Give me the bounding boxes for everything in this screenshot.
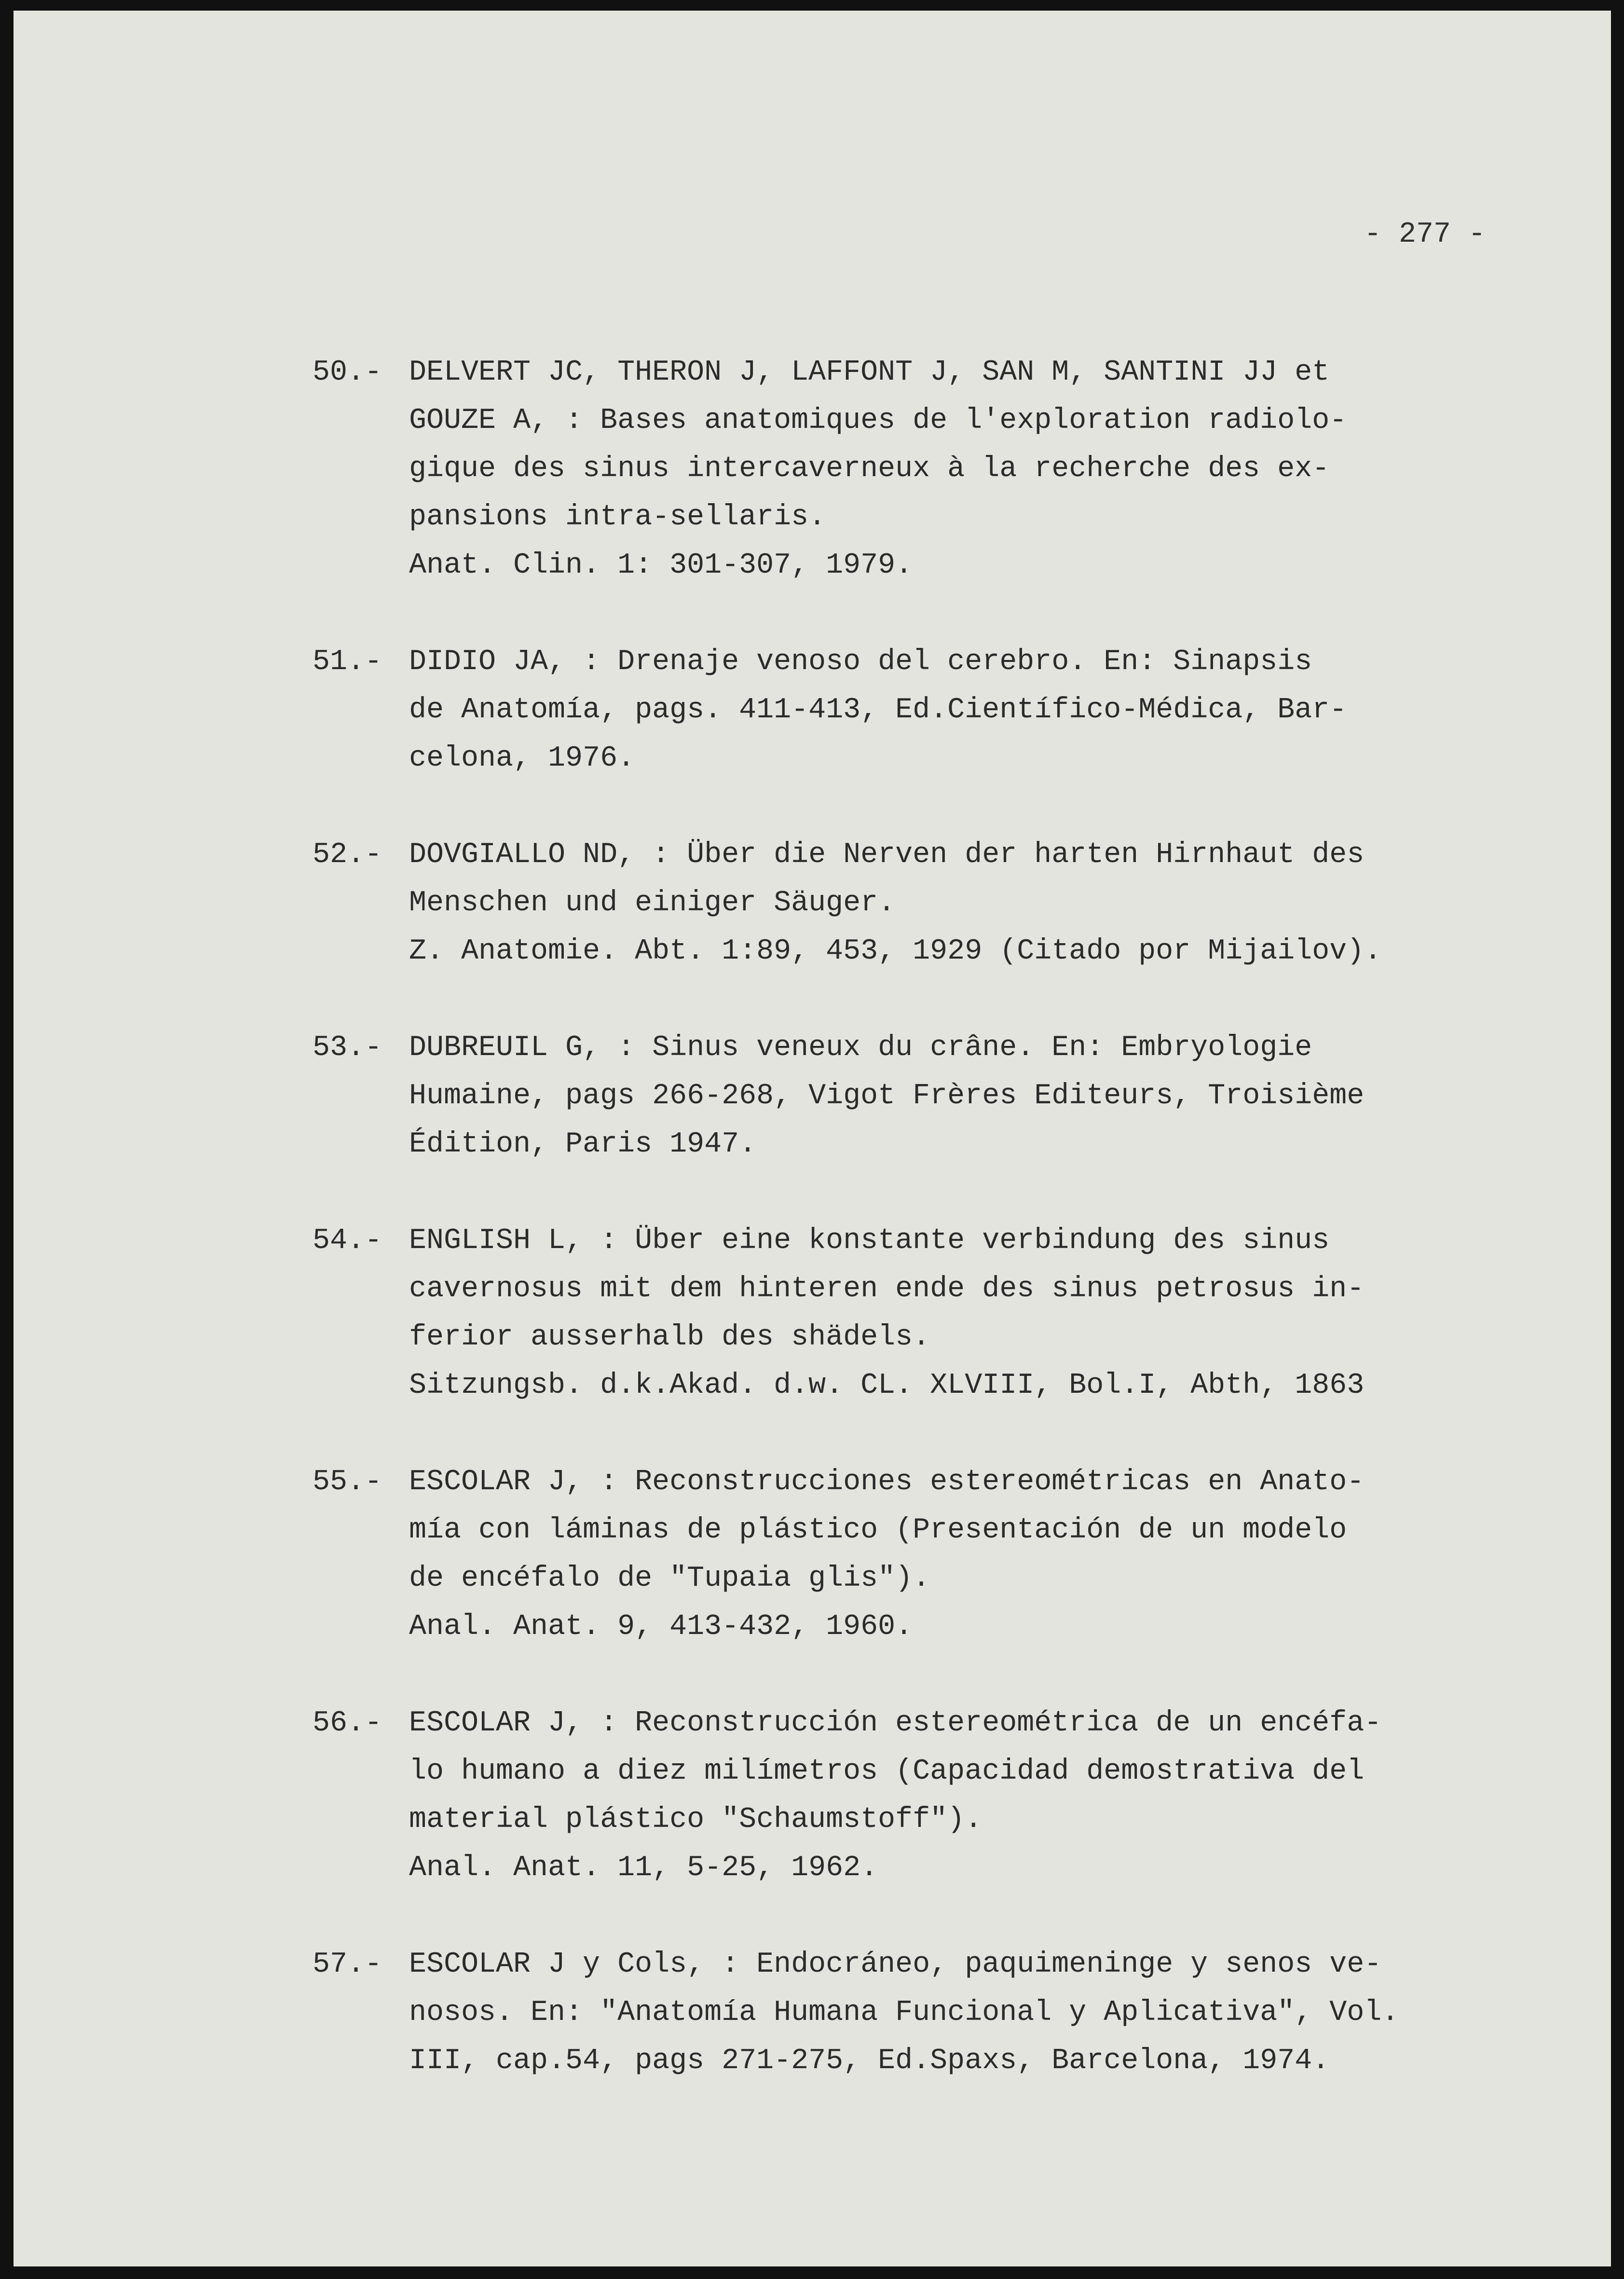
reference-line: ESCOLAR J, : Reconstrucción estereométrica de un encéfa-	[409, 1707, 1382, 1740]
reference-line: ENGLISH L, : Über eine konstante verbindung des sinus	[409, 1224, 1330, 1257]
reference-line: Menschen und einiger Säuger.	[409, 887, 896, 920]
reference-entry	[313, 348, 1586, 590]
reference-number: 55.-	[313, 1466, 382, 1498]
reference-line: mía con láminas de plástico (Presentación de un modelo	[409, 1514, 1347, 1547]
reference-number: 57.-	[313, 1948, 382, 1981]
reference-line: DOVGIALLO ND, : Über die Nerven der harten Hirnhaut des	[409, 838, 1365, 871]
reference-number: 50.-	[313, 356, 382, 389]
reference-entry	[313, 638, 1586, 783]
reference-line: DUBREUIL G, : Sinus veneux du crâne. En: Embryologie	[409, 1031, 1312, 1064]
reference-line: DELVERT JC, THERON J, LAFFONT J, SAN M, SANTINI JJ et	[409, 356, 1330, 389]
reference-line: Anal. Anat. 9, 413-432, 1960.	[409, 1610, 913, 1643]
reference-line: celona, 1976.	[409, 742, 635, 775]
reference-line: Z. Anatomie. Abt. 1:89, 453, 1929 (Citado por Mijailov).	[409, 935, 1382, 968]
page-number: - 277 -	[1364, 218, 1486, 251]
reference-entry	[313, 1699, 1586, 1892]
reference-line: DIDIO JA, : Drenaje venoso del cerebro. En: Sinapsis	[409, 645, 1312, 678]
reference-line: material plástico "Schaumstoff").	[409, 1803, 983, 1836]
reference-line: ESCOLAR J, : Reconstrucciones estereométricas en Anato-	[409, 1466, 1365, 1498]
reference-list	[313, 348, 1586, 2133]
reference-number: 52.-	[313, 838, 382, 871]
reference-line: Édition, Paris 1947.	[409, 1128, 757, 1161]
reference-number: 53.-	[313, 1031, 382, 1064]
reference-line: GOUZE A, : Bases anatomiques de l'exploration radiolo-	[409, 404, 1347, 437]
reference-line: de encéfalo de "Tupaia glis").	[409, 1562, 930, 1595]
reference-entry	[313, 1458, 1586, 1651]
reference-line: gique des sinus intercaverneux à la recherche des ex-	[409, 453, 1330, 485]
reference-line: ESCOLAR J y Cols, : Endocráneo, paquimeninge y senos ve-	[409, 1948, 1382, 1981]
reference-entry	[313, 1024, 1586, 1168]
reference-number: 51.-	[313, 645, 382, 678]
reference-line: ferior ausserhalb des shädels.	[409, 1321, 930, 1354]
reference-line: Anat. Clin. 1: 301-307, 1979.	[409, 549, 913, 582]
reference-line: Anal. Anat. 11, 5-25, 1962.	[409, 1852, 878, 1884]
document-page	[14, 11, 1611, 2266]
reference-line: lo humano a diez milímetros (Capacidad demostrativa del	[409, 1755, 1365, 1788]
reference-line: nosos. En: "Anatomía Humana Funcional y Aplicativa", Vol.	[409, 1996, 1399, 2029]
reference-line: de Anatomía, pags. 411-413, Ed.Científico-Médica, Bar-	[409, 694, 1347, 727]
reference-entry	[313, 1217, 1586, 1410]
reference-entry	[313, 1940, 1586, 2085]
reference-line: Humaine, pags 266-268, Vigot Frères Editeurs, Troisième	[409, 1080, 1365, 1112]
reference-number: 56.-	[313, 1707, 382, 1740]
reference-entry	[313, 831, 1586, 975]
reference-line: cavernosus mit dem hinteren ende des sinus petrosus in-	[409, 1273, 1365, 1305]
reference-line: III, cap.54, pags 271-275, Ed.Spaxs, Barcelona, 1974.	[409, 2045, 1330, 2077]
reference-line: Sitzungsb. d.k.Akad. d.w. CL. XLVIII, Bol.I, Abth, 1863	[409, 1369, 1365, 1402]
reference-line: pansions intra-sellaris.	[409, 501, 826, 534]
reference-number: 54.-	[313, 1224, 382, 1257]
